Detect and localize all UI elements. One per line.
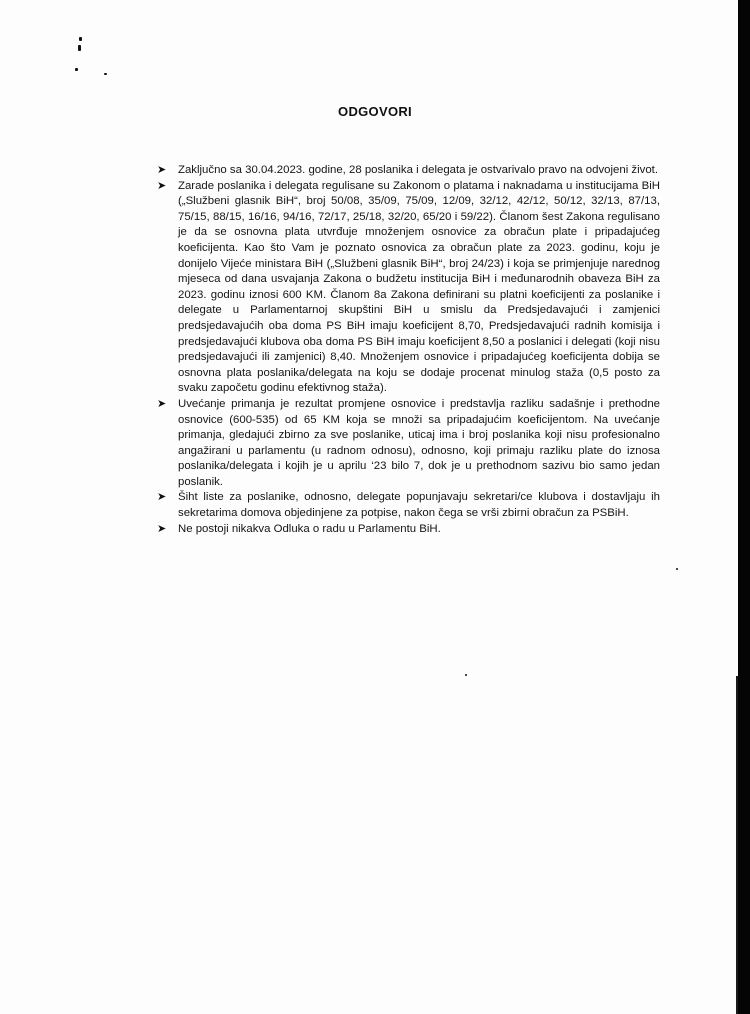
arrow-bullet-icon: ➤ — [157, 522, 167, 535]
arrow-bullet-icon: ➤ — [157, 397, 167, 410]
list-item-text: Uvećanje primanja je rezultat promjene osnovice i predstavlja razliku sadašnje i prethodne osnovice (600-535) od 65 KM koja se množi sa pripadajućim koeficijentom. Na uvećanje primanja, gledajući zbirno za sve poslanike, uticaj ima i broj poslanika koji nisu profesionalno angažirani u parlamentu (u radnom odnosu), odnosno, koji primaju razliku plate do iznosa poslanika/delegata i kojih je u aprilu ‘23 bilo 7, dok je u prethodnom sazivu bio samo jedan poslanik. — [178, 397, 660, 488]
arrow-bullet-icon: ➤ — [157, 179, 167, 192]
scan-speck — [104, 73, 107, 75]
scan-speck — [78, 45, 81, 51]
answers-list — [155, 163, 660, 537]
list-item — [155, 163, 660, 179]
list-item — [155, 397, 660, 491]
list-item — [155, 522, 660, 538]
scan-speck — [79, 37, 82, 41]
list-item-text: Ne postoji nikakva Odluka o radu u Parlamentu BiH. — [178, 522, 441, 535]
scan-speck — [465, 674, 467, 676]
scan-speck — [75, 68, 78, 71]
list-item — [155, 179, 660, 397]
scan-speck — [676, 568, 678, 570]
scan-border — [738, 0, 750, 1014]
list-item-text: Zaključno sa 30.04.2023. godine, 28 poslanika i delegata je ostvarivalo pravo na odvojeni život. — [178, 164, 658, 176]
list-item-text: Šiht liste za poslanike, odnosno, delegate popunjavaju sekretari/ce klubova i dostavljaju ih sekretarima domova objedinjene za potpise, nakon čega se vrši zbirni obračun za PSBiH. — [178, 491, 660, 520]
arrow-bullet-icon: ➤ — [157, 164, 167, 176]
list-item-text: Zarade poslanika i delegata regulisane su Zakonom o platama i naknadama u institucijama BiH („Službeni glasnik BiH“, broj 50/08, 35/09, 75/09, 12/09, 32/12, 42/12, 50/12, 32/13, 87/13, 75/15, 88/15, 16/16, 94/16, 72/17, 25/18, 32/20, 65/20 i 59/22). Članom šest Zakona regulisano je da se osnovna plata utvrđuje množenjem osnovice za obračun plate i pripadajućeg koeficijenta. Kao što Vam je poznato osnovica za obračun plate za 2023. godinu, koju je donijelo Vijeće ministara BiH („Službeni glasnik BiH“, broj 24/23) i koja se primjenjuje narednog mjeseca od dana usvajanja Zakona o budžetu institucija BiH i međunarodnih obaveza BiH za 2023. godinu iznosi 600 KM. Članom 8a Zakona definirani su platni koeficijenti za poslanike i delegate u Parlamentarnoj skupštini BiH u smislu da Predsjedavajući i zamjenici predsjedavajućih oba doma PS BiH imaju koeficijent 8,70, Predsjedavajući radnih komisija i predsjedavajući klubova oba doma PS BiH imaju koeficijent 8,50 a poslanici i delegati (koji nisu predsjedavajući ili zamjenici) 8,40. Množenjem osnovice i pripadajućeg koeficijenta dobija se osnovna plata poslanika/delegata na koju se dodaje procenat minulog staža (0,5 posto za svaku započetu godinu efektivnog staža). — [178, 179, 660, 395]
list-item — [155, 490, 660, 521]
page-title: ODGOVORI — [338, 104, 412, 119]
arrow-bullet-icon: ➤ — [157, 491, 167, 504]
